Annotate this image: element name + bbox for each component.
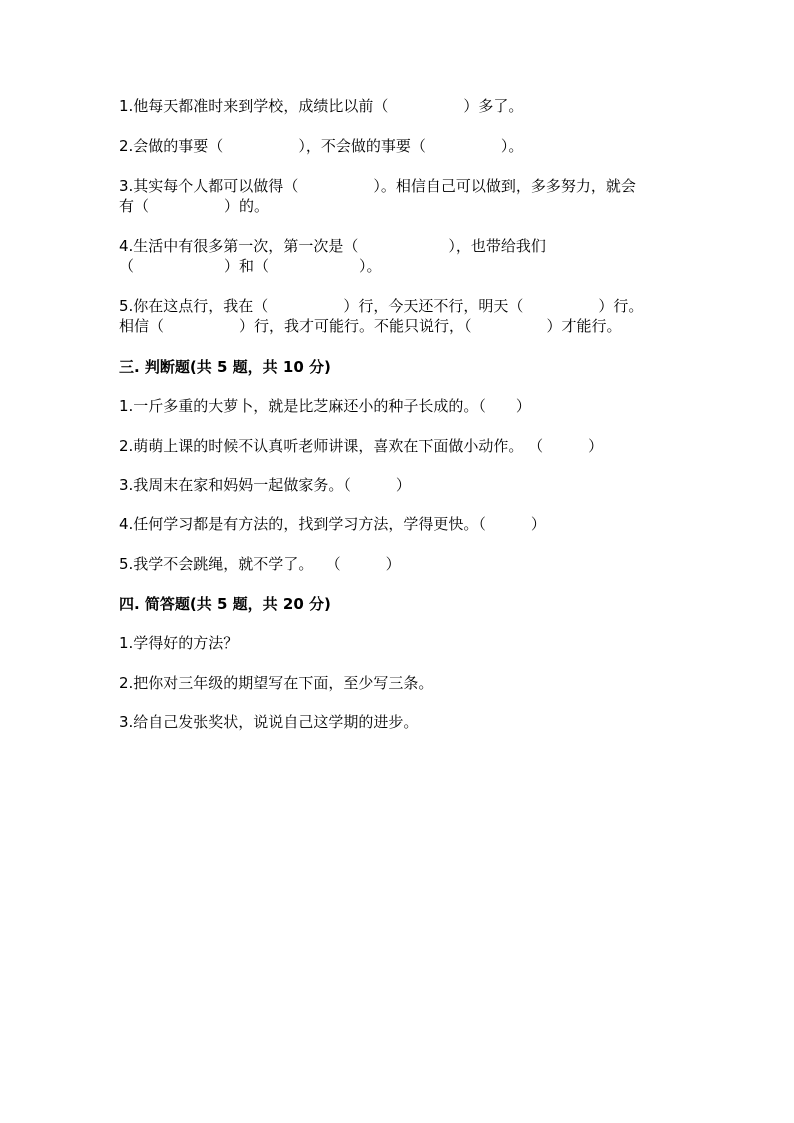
fill-blank-question-5-line-2: 相信（ ）行，我才可能行。不能只说行，（ ）才能行。 bbox=[119, 317, 622, 335]
true-false-question-2: 2.萌萌上课的时候不认真听老师讲课，喜欢在下面做小动作。 （ ） bbox=[119, 437, 604, 455]
section-3-heading: 三. 判断题(共 5 题，共 10 分) bbox=[119, 358, 331, 376]
fill-blank-question-1: 1.他每天都准时来到学校，成绩比以前（ ）多了。 bbox=[119, 97, 524, 115]
fill-blank-question-4-line-2: （ ）和（ ）。 bbox=[119, 257, 382, 275]
fill-blank-question-3-line-1: 3.其实每个人都可以做得（ ）。相信自己可以做到，多多努力，就会 bbox=[119, 177, 636, 195]
fill-blank-question-2: 2.会做的事要（ ），不会做的事要（ ）。 bbox=[119, 137, 524, 155]
section-4-heading: 四. 简答题(共 5 题，共 20 分) bbox=[119, 595, 331, 613]
true-false-question-4: 4.任何学习都是有方法的，找到学习方法，学得更快。（ ） bbox=[119, 515, 546, 533]
true-false-question-3: 3.我周末在家和妈妈一起做家务。（ ） bbox=[119, 476, 411, 494]
short-answer-question-3: 3.给自己发张奖状，说说自己这学期的进步。 bbox=[119, 713, 419, 731]
fill-blank-question-3-line-2: 有（ ）的。 bbox=[119, 197, 270, 215]
fill-blank-question-4-line-1: 4.生活中有很多第一次，第一次是（ ），也带给我们 bbox=[119, 237, 546, 255]
short-answer-question-2: 2.把你对三年级的期望写在下面，至少写三条。 bbox=[119, 674, 434, 692]
true-false-question-5: 5.我学不会跳绳，就不学了。 （ ） bbox=[119, 555, 401, 573]
true-false-question-1: 1.一斤多重的大萝卜，就是比芝麻还小的种子长成的。（ ） bbox=[119, 397, 531, 415]
fill-blank-question-5-line-1: 5.你在这点行，我在（ ）行，今天还不行，明天（ ）行。 bbox=[119, 297, 644, 315]
short-answer-question-1: 1.学得好的方法？ bbox=[119, 634, 239, 652]
